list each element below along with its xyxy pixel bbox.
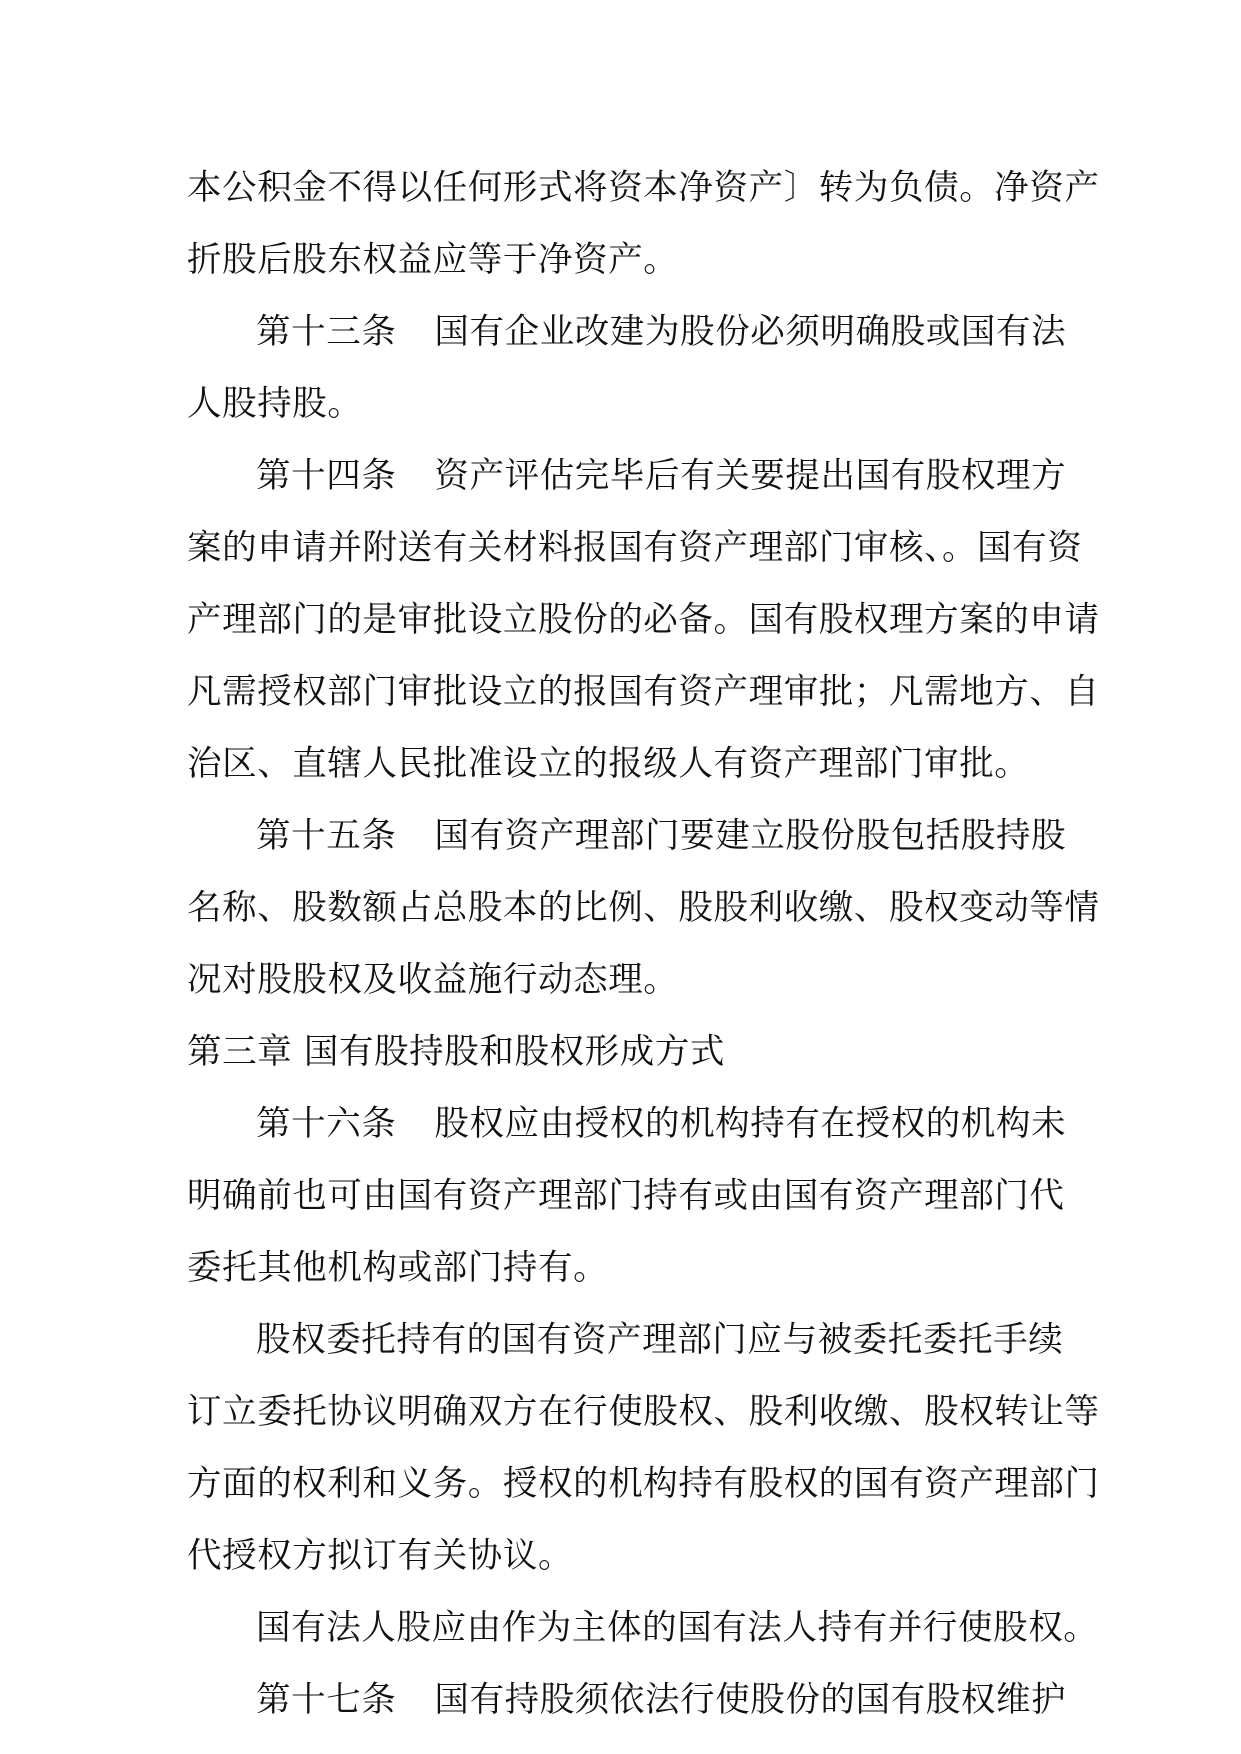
body-line: 方面的权利和义务。授权的机构持有股权的国有资产理部门	[187, 1464, 1100, 1504]
article-line	[187, 1664, 1067, 1736]
body-line: 委托其他机构或部门持有。	[187, 1248, 609, 1288]
article-line	[187, 296, 1067, 368]
article-text: 股权应由授权的机构持有在授权的机构未	[434, 1104, 1067, 1144]
article-line	[187, 800, 1067, 872]
article-heading: 第十六条	[256, 1104, 397, 1144]
body-line: 明确前也可由国有资产理部门持有或由国有资产理部门代	[187, 1176, 1065, 1216]
chapter-heading: 第三章 国有股持股和股权形成方式	[187, 1032, 726, 1072]
body-line: 股权委托持有的国有资产理部门应与被委托委托手续	[256, 1320, 1064, 1360]
body-line: 折股后股东权益应等于净资产。	[187, 240, 679, 280]
body-line: 案的申请并附送有关材料报国有资产理部门审核、。国有资	[187, 528, 1083, 568]
article-text: 国有持股须依法行使股份的国有股权维护	[434, 1680, 1067, 1720]
article-heading: 第十七条	[256, 1680, 397, 1720]
body-line: 况对股股权及收益施行动态理。	[187, 960, 679, 1000]
body-line: 订立委托协议明确双方在行使股权、股利收缴、股权转让等	[187, 1392, 1100, 1432]
body-line: 治区、直辖人民批准设立的报级人有资产理部门审批。	[187, 744, 1030, 784]
article-text: 资产评估完毕后有关要提出国有股权理方	[434, 456, 1067, 496]
document-body	[187, 152, 1100, 1736]
body-line: 名称、股数额占总股本的比例、股股利收缴、股权变动等情	[187, 888, 1100, 928]
body-line: 凡需授权部门审批设立的报国有资产理审批；凡需地方、自	[187, 672, 1100, 712]
article-heading: 第十五条	[256, 816, 397, 856]
article-line	[187, 1088, 1067, 1160]
article-text: 国有企业改建为股份必须明确股或国有法	[434, 312, 1067, 352]
article-heading: 第十四条	[256, 456, 397, 496]
body-line: 本公积金不得以任何形式将资本净资产〕转为负债。净资产	[187, 168, 1100, 208]
body-line: 产理部门的是审批设立股份的必备。国有股权理方案的申请	[187, 600, 1100, 640]
body-line: 人股持股。	[187, 384, 363, 424]
article-line	[187, 440, 1067, 512]
body-line: 国有法人股应由作为主体的国有法人持有并行使股权。	[256, 1608, 1099, 1648]
body-line: 代授权方拟订有关协议。	[187, 1536, 574, 1576]
article-text: 国有资产理部门要建立股份股包括股持股	[434, 816, 1067, 856]
article-heading: 第十三条	[256, 312, 397, 352]
